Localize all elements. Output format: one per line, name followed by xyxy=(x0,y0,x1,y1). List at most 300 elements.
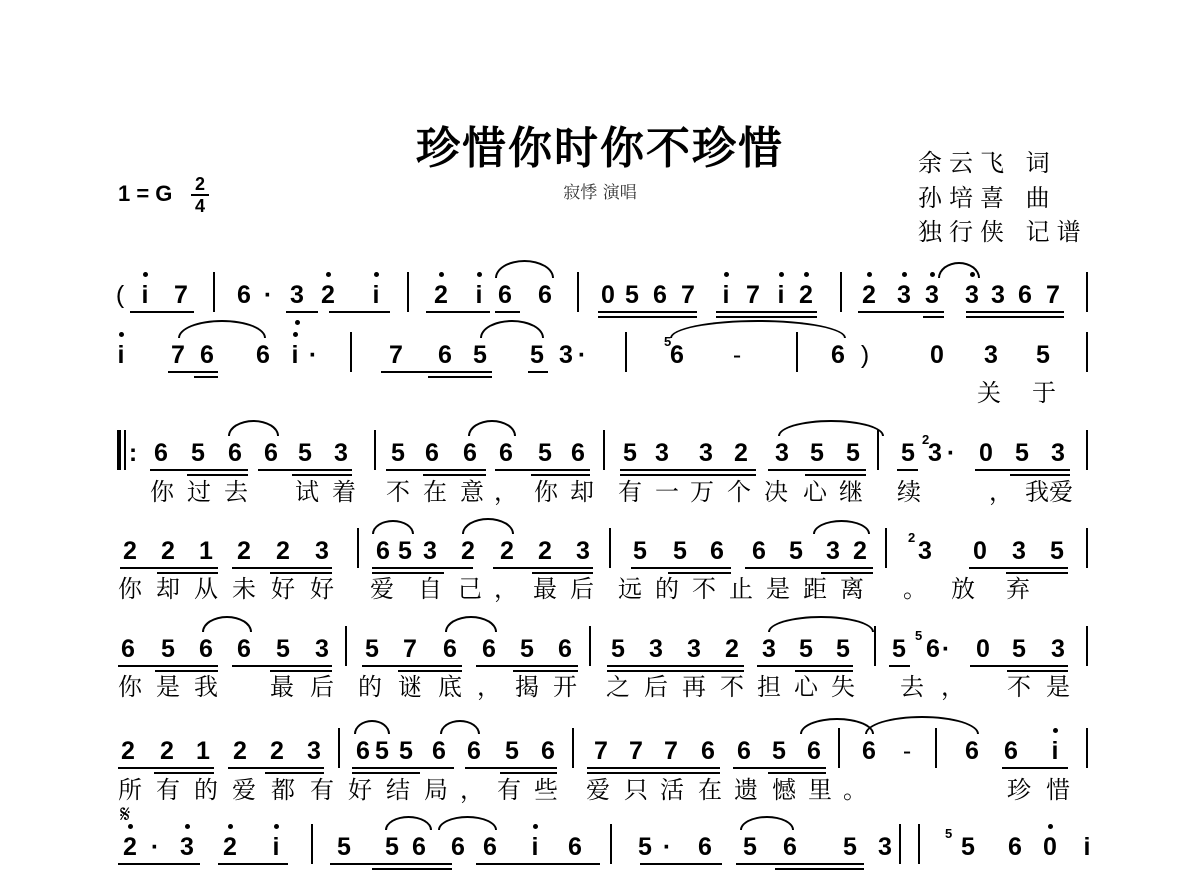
lyric-char: 不 xyxy=(1007,673,1031,701)
note: 3 xyxy=(1012,537,1026,565)
slur xyxy=(438,816,497,830)
note: 6 xyxy=(356,737,370,765)
note: 5 xyxy=(633,537,647,565)
note: 6 xyxy=(1008,833,1022,861)
lyric-char: 不 xyxy=(692,575,716,603)
note: 6 xyxy=(653,281,667,309)
lyric-char: 些 xyxy=(534,776,558,804)
bar-line xyxy=(935,728,937,768)
lyric-char: 爱 xyxy=(232,776,256,804)
time-underline xyxy=(640,863,722,865)
note: 6 xyxy=(483,833,497,861)
time-underline xyxy=(858,311,944,313)
lyric-char: 后 xyxy=(570,575,594,603)
grace-note: 5 xyxy=(945,826,953,841)
note: 2 xyxy=(223,833,237,861)
slur xyxy=(468,420,516,436)
note: 5 xyxy=(399,737,413,765)
time-underline xyxy=(120,567,218,569)
sustain-dash: - xyxy=(902,737,912,765)
note: 6 xyxy=(1018,281,1032,309)
note: 6 xyxy=(498,281,512,309)
bar-line xyxy=(357,528,359,568)
note: 7 xyxy=(629,737,643,765)
bar-line xyxy=(885,528,887,568)
time-underline xyxy=(423,474,486,476)
bar-line xyxy=(796,332,798,372)
lyric-char: 最 xyxy=(533,575,557,603)
note: i xyxy=(372,281,380,309)
note: 5 xyxy=(789,537,803,565)
bar-line xyxy=(1086,626,1088,666)
note: i xyxy=(1051,737,1059,765)
music-row xyxy=(0,634,1200,674)
note: 6 xyxy=(463,439,477,467)
lyric-char: 去 xyxy=(224,478,248,506)
note: 5 xyxy=(892,635,906,663)
note: i xyxy=(722,281,730,309)
note: 5 xyxy=(473,341,487,369)
lyric-char: 不 xyxy=(386,478,410,506)
bar-line xyxy=(338,728,340,768)
time-underline xyxy=(218,863,288,865)
lyric-char: 活 xyxy=(660,776,684,804)
lyric-char: 有 xyxy=(618,478,642,506)
note: 5 xyxy=(1012,635,1026,663)
lyric-char: 你 xyxy=(118,673,142,701)
note: 3 xyxy=(991,281,1005,309)
bar-line xyxy=(1086,430,1088,470)
note: 5 xyxy=(375,737,389,765)
lyric-char: 继 xyxy=(839,478,863,506)
time-underline xyxy=(372,567,473,569)
note: 5 xyxy=(1050,537,1064,565)
composer-credit: 孙培喜 曲 xyxy=(918,184,1057,212)
time-underline xyxy=(187,474,248,476)
note: 2 xyxy=(160,737,174,765)
note: 6 xyxy=(237,281,251,309)
slur xyxy=(385,816,432,830)
grace-note: 2 xyxy=(922,432,930,447)
lyric-char: ， xyxy=(941,673,965,701)
lyric-char: 从 xyxy=(194,575,218,603)
note: 6 xyxy=(541,737,555,765)
note: 6 xyxy=(482,635,496,663)
repeat-colon: : xyxy=(128,439,138,467)
lyric-char: 试 xyxy=(295,478,319,506)
note: 6 xyxy=(264,439,278,467)
note: 5 xyxy=(337,833,351,861)
bar-line xyxy=(1086,728,1088,768)
lyric-char: ， xyxy=(494,478,518,506)
lyric-char: 个 xyxy=(727,478,751,506)
time-underline xyxy=(733,767,826,769)
slur xyxy=(800,718,874,734)
slur xyxy=(178,320,266,338)
note: 7 xyxy=(1046,281,1060,309)
octave-dot-above xyxy=(477,272,482,277)
time-underline xyxy=(465,767,557,769)
lyric-line xyxy=(0,672,1200,702)
note: 6 xyxy=(701,737,715,765)
octave-dot-above xyxy=(185,824,190,829)
lyric-char: ， xyxy=(494,575,518,603)
note: 2 xyxy=(321,281,335,309)
time-underline xyxy=(598,311,697,313)
grace-note: 2 xyxy=(908,530,916,545)
note: 3 xyxy=(315,537,329,565)
music-row xyxy=(0,536,1200,576)
slur xyxy=(202,616,252,632)
time-underline xyxy=(745,567,873,569)
slur xyxy=(670,320,846,338)
music-row xyxy=(0,736,1200,776)
augmentation-dot: · xyxy=(263,281,273,309)
time-underline xyxy=(118,767,214,769)
time-underline xyxy=(768,772,826,774)
octave-dot-above xyxy=(902,272,907,277)
lyric-char: 爱 xyxy=(586,776,610,804)
octave-dot-above xyxy=(228,824,233,829)
sustain-dash: - xyxy=(732,341,742,369)
note: 6 xyxy=(862,737,876,765)
lyric-char: 爱 xyxy=(1049,478,1073,506)
bar-line xyxy=(838,728,840,768)
note: i xyxy=(272,833,280,861)
lyric-char: 好 xyxy=(310,575,334,603)
octave-dot-above xyxy=(724,272,729,277)
note: i xyxy=(291,341,299,369)
time-underline xyxy=(232,665,332,667)
lyric-char: 所 xyxy=(118,776,142,804)
note: 5 xyxy=(161,635,175,663)
time-underline xyxy=(352,772,420,774)
lyric-char: 后 xyxy=(644,673,668,701)
bar-line xyxy=(407,272,409,312)
time-underline xyxy=(495,311,520,313)
note: 5 xyxy=(673,537,687,565)
slur xyxy=(813,520,870,534)
time-underline xyxy=(228,767,324,769)
note: 2 xyxy=(500,537,514,565)
lyric-char: 心 xyxy=(803,478,827,506)
note: 3 xyxy=(878,833,892,861)
time-underline xyxy=(598,316,697,318)
time-underline xyxy=(330,863,452,865)
lyric-char: 自 xyxy=(418,575,442,603)
time-underline xyxy=(923,316,944,318)
octave-dot-above xyxy=(867,272,872,277)
note: 3 xyxy=(315,635,329,663)
lyric-char: 好 xyxy=(271,575,295,603)
note: 6 xyxy=(376,537,390,565)
lyric-char: 未 xyxy=(232,575,256,603)
note: 6 xyxy=(807,737,821,765)
slur xyxy=(495,260,554,278)
song-title: 珍惜你时你不珍惜 xyxy=(416,123,784,174)
lyric-line xyxy=(0,574,1200,604)
octave-dot-above xyxy=(293,332,298,337)
note: 3 xyxy=(984,341,998,369)
bar-line xyxy=(350,332,352,372)
lyric-char: 却 xyxy=(570,478,594,506)
time-underline xyxy=(118,665,218,667)
note: 1 xyxy=(199,537,213,565)
octave-dot-above xyxy=(779,272,784,277)
lyric-char: 的 xyxy=(358,673,382,701)
lyric-char: 万 xyxy=(690,478,714,506)
bar-line xyxy=(213,272,215,312)
note: 2 xyxy=(725,635,739,663)
octave-dot-above xyxy=(1053,728,1058,733)
note: 3 xyxy=(1051,635,1065,663)
note: 3 xyxy=(925,281,939,309)
note: i xyxy=(117,341,125,369)
lyric-line xyxy=(0,775,1200,805)
lyric-char: 去 xyxy=(900,673,924,701)
lyric-char: 最 xyxy=(270,673,294,701)
time-underline xyxy=(587,772,720,774)
time-underline xyxy=(150,469,248,471)
lyric-char: 的 xyxy=(655,575,679,603)
note: 6 xyxy=(443,635,457,663)
time-underline xyxy=(168,371,218,373)
time-underline xyxy=(631,567,731,569)
octave-dot-above xyxy=(533,824,538,829)
note: 3 xyxy=(687,635,701,663)
bar-line xyxy=(603,430,605,470)
slur xyxy=(462,518,514,534)
time-underline xyxy=(757,665,853,667)
slur xyxy=(768,616,874,632)
note: 6 xyxy=(432,737,446,765)
parenthesis: ) xyxy=(860,341,870,369)
time-underline xyxy=(292,474,352,476)
time-underline xyxy=(975,469,1070,471)
time-underline xyxy=(476,665,578,667)
note: 5 xyxy=(961,833,975,861)
augmentation-dot: · xyxy=(946,439,956,467)
time-signature xyxy=(189,175,211,215)
time-underline xyxy=(265,772,324,774)
note: 0 xyxy=(601,281,615,309)
note: 2 xyxy=(270,737,284,765)
bar-line xyxy=(918,824,920,864)
lyric-char: 谜 xyxy=(398,673,422,701)
time-underline xyxy=(966,316,1064,318)
bar-line xyxy=(577,272,579,312)
lyric-char: 决 xyxy=(764,478,788,506)
lyric-char: 我 xyxy=(194,673,218,701)
lyric-line xyxy=(0,477,1200,507)
note: i xyxy=(777,281,785,309)
note: 3 xyxy=(965,281,979,309)
bar-line xyxy=(609,528,611,568)
note: 5 xyxy=(1015,439,1029,467)
note: i xyxy=(141,281,149,309)
note: 6 xyxy=(568,833,582,861)
lyric-char: 放 xyxy=(951,575,975,603)
bar-line xyxy=(374,430,376,470)
note: 6 xyxy=(737,737,751,765)
note: 5 xyxy=(391,439,405,467)
lyric-char: 里 xyxy=(808,776,832,804)
note: 7 xyxy=(681,281,695,309)
lyric-char: 揭 xyxy=(515,673,539,701)
note: 7 xyxy=(171,341,185,369)
note: 5 xyxy=(901,439,915,467)
lyric-char: 离 xyxy=(840,575,864,603)
augmentation-dot: · xyxy=(577,341,587,369)
slur xyxy=(440,720,480,734)
lyric-char: 的 xyxy=(194,776,218,804)
lyric-char: 爱 xyxy=(370,575,394,603)
time-underline xyxy=(716,311,817,313)
lyric-char: 遗 xyxy=(734,776,758,804)
time-underline xyxy=(736,863,864,865)
lyric-char: 在 xyxy=(698,776,722,804)
time-underline xyxy=(258,469,352,471)
lyric-char: 止 xyxy=(729,575,753,603)
octave-dot-above xyxy=(439,272,444,277)
note: 6 xyxy=(783,833,797,861)
lyric-char: 过 xyxy=(187,478,211,506)
lyric-char: 是 xyxy=(1046,673,1070,701)
note: 2 xyxy=(161,537,175,565)
note: 7 xyxy=(403,635,417,663)
note: 2 xyxy=(538,537,552,565)
note: 3 xyxy=(762,635,776,663)
lyric-char: 结 xyxy=(386,776,410,804)
lyric-char: ， xyxy=(989,478,1013,506)
augmentation-dot: · xyxy=(941,635,951,663)
note: 2 xyxy=(734,439,748,467)
note: 5 xyxy=(810,439,824,467)
note: 6 xyxy=(538,281,552,309)
note: 3 xyxy=(699,439,713,467)
lyric-char: 都 xyxy=(271,776,295,804)
note: 6 xyxy=(200,341,214,369)
note: 5 xyxy=(836,635,850,663)
note: 5 xyxy=(520,635,534,663)
note: 5 xyxy=(276,635,290,663)
time-underline xyxy=(426,311,490,313)
lyric-char: 你 xyxy=(534,478,558,506)
bar-line xyxy=(899,824,901,864)
note: 2 xyxy=(276,537,290,565)
time-underline xyxy=(286,311,318,313)
note: 5 xyxy=(298,439,312,467)
note: 6 xyxy=(558,635,572,663)
note: 6 xyxy=(154,439,168,467)
lyric-char: 惜 xyxy=(1046,776,1070,804)
note: 5 xyxy=(530,341,544,369)
note: i xyxy=(531,833,539,861)
note: 3 xyxy=(559,341,573,369)
time-signature-top: 2 xyxy=(194,174,205,194)
lyric-char: 我 xyxy=(1025,478,1049,506)
note: 3 xyxy=(826,537,840,565)
note: 5 xyxy=(799,635,813,663)
note: 6 xyxy=(237,635,251,663)
lyric-char: 己 xyxy=(458,575,482,603)
bar-line xyxy=(345,626,347,666)
slur xyxy=(354,720,390,734)
time-underline xyxy=(587,767,720,769)
lyric-char: 底 xyxy=(438,673,462,701)
note: 3 xyxy=(918,537,932,565)
lyric-char: 关 xyxy=(977,379,1001,407)
note: 6 xyxy=(926,635,940,663)
bar-line xyxy=(1086,272,1088,312)
note: 2 xyxy=(121,737,135,765)
time-underline xyxy=(966,311,1064,313)
time-underline xyxy=(768,469,866,471)
time-underline xyxy=(493,567,593,569)
time-underline xyxy=(329,311,390,313)
note: 7 xyxy=(389,341,403,369)
lyric-line xyxy=(0,378,1200,408)
note: 5 xyxy=(623,439,637,467)
note: 0 xyxy=(973,537,987,565)
note: i xyxy=(475,281,483,309)
time-underline xyxy=(154,772,214,774)
lyric-char: 担 xyxy=(757,673,781,701)
lyric-char: 心 xyxy=(794,673,818,701)
time-underline xyxy=(381,371,492,373)
note: 5 xyxy=(843,833,857,861)
lyric-char: 距 xyxy=(803,575,827,603)
note: 5 xyxy=(191,439,205,467)
note: i xyxy=(1083,833,1091,861)
lyric-char: 在 xyxy=(423,478,447,506)
lyric-char: 你 xyxy=(150,478,174,506)
lyric-char: 着 xyxy=(332,478,356,506)
slur xyxy=(865,716,979,734)
note: 6 xyxy=(467,737,481,765)
octave-dot-above xyxy=(804,272,809,277)
note: 3 xyxy=(928,439,942,467)
time-underline xyxy=(232,567,332,569)
note: 2 xyxy=(799,281,813,309)
note: 3 xyxy=(655,439,669,467)
octave-dot-above xyxy=(326,272,331,277)
lyric-char: ， xyxy=(460,776,484,804)
note: 5 xyxy=(365,635,379,663)
note: 6 xyxy=(199,635,213,663)
lyric-char: 续 xyxy=(897,478,921,506)
note: 0 xyxy=(930,341,944,369)
time-underline xyxy=(775,868,864,870)
note: 3 xyxy=(334,439,348,467)
note: 6 xyxy=(438,341,452,369)
lyric-char: 远 xyxy=(618,575,642,603)
time-underline xyxy=(969,567,1068,569)
lyric-char: 开 xyxy=(553,673,577,701)
music-row xyxy=(0,832,1200,872)
octave-dot-above xyxy=(119,332,124,337)
lyric-char: 后 xyxy=(310,673,334,701)
singer-credit: 寂悸 演唱 xyxy=(563,183,637,203)
lyric-char: 好 xyxy=(348,776,372,804)
note: 3 xyxy=(576,537,590,565)
grace-note: 5 xyxy=(664,334,672,349)
bar-line xyxy=(874,626,876,666)
lyricist-credit: 余云飞 词 xyxy=(918,149,1057,177)
slur xyxy=(740,816,794,830)
bar-line xyxy=(589,626,591,666)
lyric-char: ， xyxy=(477,673,501,701)
